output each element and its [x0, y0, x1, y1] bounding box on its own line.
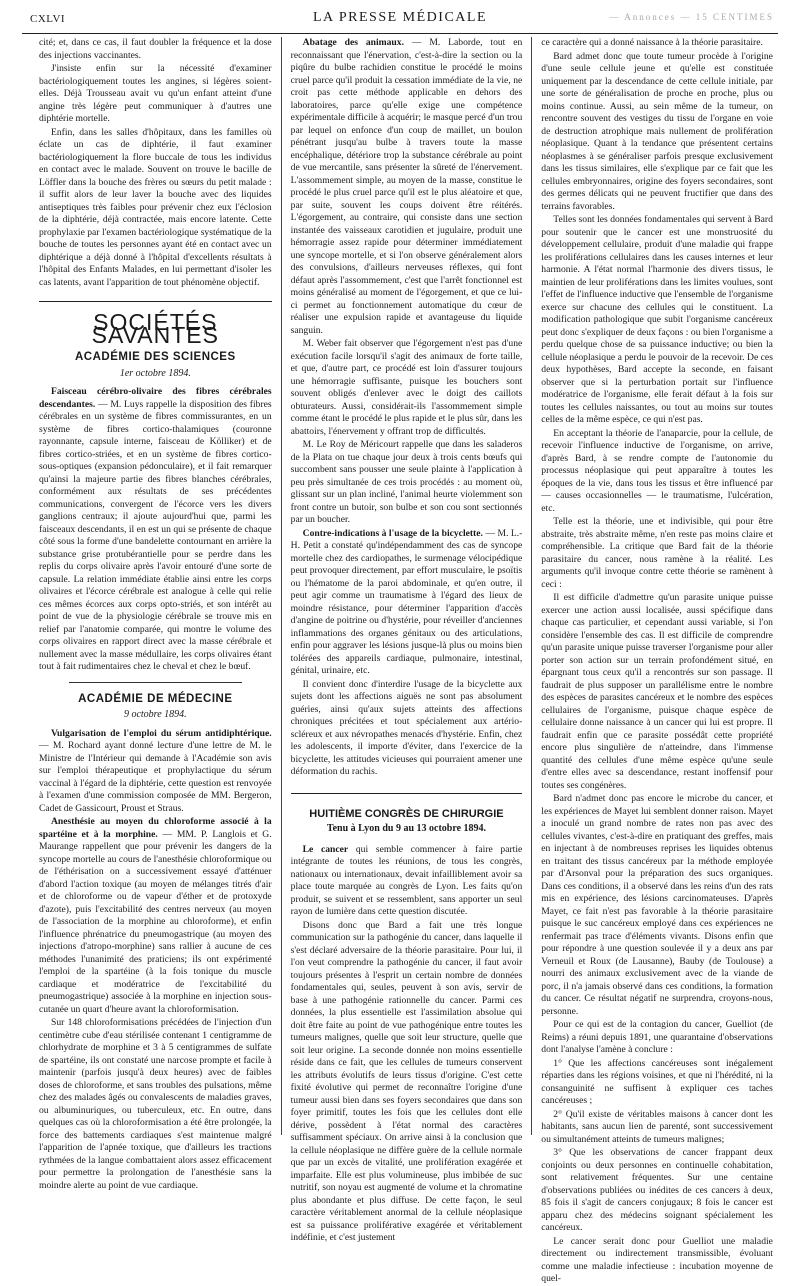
column-1: [30, 37, 281, 1191]
article-text: — M. Luys rappelle la disposition des fibres cérébrales en un système de fibres commissurantes, en un système de fibres cortico-thalamiques (couronne rayonnante, capsule interne, faisceau de Kölliker) et de fibres cortico-striées, et en un système de fibres cortico-sous-optiques (expansion pédonculaire), et il fait remarquer qu'ainsi la majeure partie des fibres blanches cérébrales, conformément aux résultats de ses précédentes communications, convergent de l'écorce vers les divers ganglions centraux; il ajoute aujourd'hui que, parmi les faisceaux descendants, il en est un qui se présente de chaque côté sous la forme d'une bandelette contournant en arrière la substance grise protubérantielle pour se perdre dans les replis du corps olivaire après l'avoir entouré d'une sorte de capsule. La relation immédiate établie ainsi entre les corps olivaires et l'écorce cérébrale est analogue à celle qui relie ces mêmes écorces aux corps opto-striés, et son intérêt au point de vue de la physiologie cérébrale se trouve mis en relief par l'anatomie comparée, qui montre le volume des corps olivaires en rapport direct avec la masse cérébrale et nullement avec la masse médullaire, les corps olivaires étant tout à fait rudimentaires chez le cheval et chez le bœuf.: [39, 398, 272, 672]
paragraph: Bard n'admet donc pas encore le microbe du cancer, et les expériences de Mayet lui semblent donner raison. Mayet a inoculé un grand nombre de rates non pas avec des cellules vivantes, c'est-à-dire en pratiquant des greffes, mais en injectant à de nombreuses reprises les liquides obtenus en traitant des tissus cancéreux par la méthode employée par d'Arsonval pour la préparation des sucs organiques. Dans ces conditions, il a observé dans les reins d'un des rats mis en expérience, des lésions carcinomateuses. D'après Mayet, ce fait n'est pas favorable à la théorie parasitaire puisque le suc cancéreux employé dans ces expériences ne renfermait pas trace d'éléments vivants. Disons enfin que pour répondre à une question soulevée il y a deux ans par Verneuil et Roux (de Lausanne), Bauby (de Toulouse) a nourri des animaux exclusivement avec de la viande de porc, il n'a jamais observé dans ces conditions, la formation du cancer. Ce résultat négatif ne surprendra, croyons-nous, personne.: [541, 793, 773, 1017]
article-heading: Le cancer: [302, 843, 349, 855]
paragraph: 2° Qu'il existe de véritables maisons à cancer dont les habitants, sans aucun lien de parenté, sont successivement ou simultanément atteints de tumeurs malignes;: [541, 1108, 773, 1145]
page-number: CXLVI: [30, 13, 66, 25]
paragraph: Pour ce qui est de la contagion du cancer, Guelliot (de Reims) a réuni depuis 1891, une quarantaine d'observations dont l'analyse l'amène à conclure :: [541, 1019, 773, 1055]
paragraph: [291, 37, 523, 337]
divider: [69, 682, 242, 683]
paragraph: Sur 148 chloroformisations précédées de l'injection d'un centimètre cube d'eau stérilisée contenant 1 centigramme de chlorhydrate de morphine et 3 à 5 centigrammes de sulfate de spartéine, ils ont constaté une narcose prompte et facile à maintenir (parfois jusqu'à deux heures) avec de faibles doses de chloroforme, et sans troubles des pulsations, même chez des malades âgés ou convalescents de maladies graves, ou albuminuriques, ou tuberculeux, etc. En outre, dans quelques cas où la chloroformisation a été être prolongée, la force des battements cardiaques s'est maintenue malgré l'apparition de l'apnée toxique, que d'ailleurs les tractions rythmées de la langue combattaient alors assez efficacement pour permettre la prolongation de l'anesthésie sans la moindre alerte au point de vue cardiaque.: [39, 1017, 272, 1191]
paragraph: [39, 386, 272, 674]
section-title: SOCIÉTÉS SAVANTES: [39, 301, 272, 341]
congress-title: HUITIÈME CONGRÈS DE CHIRURGIE: [291, 793, 523, 821]
paragraph: 1° Que les affections cancéreuses sont inégalement réparties dans les régions voisines, et que ni l'hérédité, ni la consanguinité ne suffisent à expliquer ces taches cancéreuses ;: [541, 1057, 773, 1106]
paragraph: M. Weber fait observer que l'égorgement n'est pas d'une exécution facile lorsqu'il s'agit des animaux de forte taille, et que, d'autre part, ce procédé est loin d'assurer toujours une hémorragie suffisante, puisque les bouchers sont souvent obligés d'enlever avec le doigt des caillots obturateurs. Aussi, considérait-ils l'assommement simple comme étant le procédé le plus rapide et le plus sûr, dans les abattoirs, l'énervement y offrant trop de difficultés.: [290, 338, 523, 437]
paragraph: [39, 728, 272, 816]
paragraph: Enfin, dans les salles d'hôpitaux, dans les familles où éclate un cas de diphtérie, il faut examiner bactériologiquement la flore buccale de tous les individus en contact avec le malade. Souvent on trouve le bacille de Löffler dans la bouche des frères ou sœurs du petit malade : il suffit alors de leur laver la bouche avec des liquides antiseptiques très faibles pour prévenir chez eux l'éclosion de la diphtérie, déjà contractée, mais encore latente. Cette prophylaxie par l'examen bactériologique systématique de la bouche de toutes les personnes ayant été en contact avec un diphtérique a déjà donné à l'hôpital d'excellents résultats à l'hôpital des Enfants Malades, en lui permettant d'isoler les cas latents, avant l'apparition de tout phénomène objectif.: [39, 126, 272, 288]
article-text: — M. Laborde, tout en reconnaissant que l'énervation, c'est-à-dire la section ou la piqûre du bulbe rachidien constitue le procédé le moins cruel parce qu'il produit la cessation immédiate de la vie, ne croit pas cette méthode applicable en dehors des laboratoires, parce qu'elle exige une compétence expérimentale difficile à acquérir; le masque percé d'un trou par lequel on enfonce d'un coup de maillet, un boulon pénétrant jusqu'au bulbe à travers toute la masse encéphalique, détériore trop la substance cérébrale au point de vue mercantile, sans présenter la sûreté de l'énervement. L'assommement simple, au moyen de la masse, constitue le procédé le plus cruel parce qu'il est le plus aléatoire et que, par suite, souvent les coups doivent être réitérés. L'égorgement, au contraire, qui consiste dans une section instantée des vaisseaux carotidien et jugulaire, produit une hémorragie assez rapide pour déterminer immédiatement une syncope mortelle, et si l'on observe généralement alors des convulsions, d'ailleurs nerveuses réflexes, qui font défaut après l'assommement, c'est que l'arrêt fonctionnel est moins généralisé au moment de l'égorgement, et que ce lui-ci permet au fonctionnement automatique du cœur de réaliser une expulsion rapide et avantageuse du liquide sanguin.: [290, 37, 523, 336]
paragraph: Le cancer serait donc pour Guelliot une maladie directement ou indirectement transmissible, évoluant comme une maladie infectieuse : incubation moyenne de quel-: [541, 1235, 773, 1284]
article-heading: Abatage des animaux.: [302, 37, 404, 48]
paragraph: ce caractère qui a donné naissance à la théorie parasitaire.: [541, 37, 763, 48]
column-3: [531, 37, 782, 1284]
column-2: [281, 37, 532, 1243]
paragraph: [291, 528, 523, 678]
journal-title: LA PRESSE MÉDICALE: [312, 10, 487, 25]
article-columns: [30, 37, 782, 1284]
paragraph: Il est difficile d'admettre qu'un parasite unique puisse exercer une action aussi localisée, aussi spécifique dans chaque cas particulier, et cependant aussi variable, si l'on considère l'ensemble des cas. Il est difficile de comprendre qu'un parasite unique puisse traverser l'organisme pour aller porter son action sur un terrain profondément situé, en épargnant tous ceux qu'il a rencontrés sur son passage. Il faudrait de plus supposer un parallélisme entre le nombre des espèces de parasites cancéreux et le nombre des espèces cellulaires de l'organisme, puisque chaque espèce de cellulaire donne naissance à un cancer qui lui est propre. Il faudrait enfin que ce parasite possédât cette propriété encore plus singulière de n'atteindre, dans l'immense quantité des cellules d'une même espèce qu'une seule d'entre elles avec sa descendance, restant inoffensif pour toutes ses congénères.: [541, 592, 773, 791]
session-date: 1er octobre 1894.: [119, 367, 191, 379]
academy-heading: ACADÉMIE DE MÉDECINE: [78, 692, 233, 705]
paragraph: M. Le Roy de Méricourt rappelle que dans les saladeros de la Plata on tue chaque jour deux à trois cents bœufs qui succombent sans pousser une seule plainte à l'application à peu près simultanée de ces trois procédés : au moment où, glissant sur un plan incliné, l'animal heurte violemment son front contre un butoir, son bulbe et son cou sont sectionnés par un boucher.: [290, 439, 523, 525]
article-text: qui semble commencer à faire partie intégrante de toutes les réunions, de tous les congrès, nationaux ou internationaux, devait infailliblement avoir sa place toute marquée au congrès de Lyon. Les faits qu'on produit, se suivent et se ressemblent, sans apporter un seul rayon de lumière dans cette question discutée.: [290, 843, 523, 917]
paragraph: [291, 844, 523, 919]
paragraph: J'insiste enfin sur la nécessité d'examiner bactériologiquement toutes les angines, si légères soient-elles. Déjà Trousseau avait vu qu'un enfant atteint d'une angine très légère peut communiquer à d'autres une diphtérie mortelle.: [39, 63, 272, 124]
article-heading: Faisceau cérébro-olivaire des fibres cérébrales descendantes.: [39, 386, 272, 410]
page-header: [22, 0, 778, 34]
paragraph: Il convient donc d'interdire l'usage de la bicyclette aux sujets dont les affections aiguës ne sont pas absolument guéries, ainsi qu'aux sujets atteints des affections chroniques précitées et tout spécialement aux artério-scléreux et aux névropathes menacés d'hystérie. Enfin, chez les adolescents, il importe d'éviter, dans l'exercice de la bicyclette, les attitudes vicieuses qui pourraient amener une déformation du rachis.: [290, 678, 523, 777]
article-heading: Contre-indications à l'usage de la bicyclette.: [302, 527, 483, 539]
paragraph: cité; et, dans ce cas, il faut doubler la fréquence et la dose des injections vaccinantes.: [39, 37, 272, 61]
paragraph: En acceptant la théorie de l'anaparcie, pour la cellule, de recevoir l'influence inductive de l'organisme, on arrive, d'après Bard, à se rendre compte de l'autonomie du processus néoplasique qui peut apparaître à toutes les époques de la vie, dans tous les tissus et être influencé par — causes occasionnelles — le traumatisme, l'ulcération, etc.: [541, 427, 773, 514]
article-text: — M. L.-H. Petit a constaté qu'indépendamment des cas de syncope mortelle chez des cardiopathes, le surmenage vélocipédique peut provoquer directement, par effort musculaire, le psoïtis ou l'hématome de la paroi abdominale, et qu'en outre, il peut agir comme un traumatisme à l'égard des lieux de moindre résistance, pour déterminer l'apparition d'accès d'angine de poitrine ou d'hystérie, pour réveiller d'anciennes inflammations des organes génitaux ou des articulations, enfin pour aggraver les lésions jusque-là plus ou moins bien tolérées des appareils cardiaque, pulmonaire, intestinal, génital, urinaire, etc.: [290, 527, 523, 676]
paragraph: Telle est la théorie, une et indivisible, qui pour être abstraite, très abstraite même, n'en reste pas moins claire et compréhensible. La critique que Bard fait de la théorie parasitaire du cancer, nous ramène à la réalité. Les arguments qu'il invoque contre cette théorie se ramènent à ceci :: [541, 516, 773, 590]
paragraph: 3° Que les observations de cancer frappant deux conjoints ou deux personnes en continuelle cohabitation, sont relativement fréquentes. Sur une centaine d'observations publiées ou inédites de ces cancers à deux, 85 fois il s'agit de cancers conjugaux; 8 fois le cancer est apparu chez des médecins soignant spécialement les cancéreux.: [541, 1147, 773, 1233]
paragraph: Bard admet donc que toute tumeur procède à l'origine d'une seule cellule jeune et qu'elle est constituée uniquement par la descendance de cette cellule initiale, par une sorte de généralisation de proche en proche, plus ou moins continue. Aussi, au sein même de la tumeur, on rencontre souvent des vestiges du tissu de l'organe en voie de destruction atrophique mais nullement de prolifération néoplasique. Quant à la tendance que présentent certains néoplasmes à se généraliser parfois presque exclusivement dans les tissus similaires, elle s'explique par ce fait que les cellules embryonnaires, origine des foyers secondaires, sont des germes délicats qui ne peuvent fructifier que dans des terrains favorables.: [541, 50, 773, 212]
paragraph: [39, 816, 272, 1016]
paragraph: Telles sont les données fondamentales qui servent à Bard pour soutenir que le cancer est une monstruosité du développement cellulaire, produit d'une maladie qui frappe les proliférations cellulaires dans les causes internes et leur harmonie. A l'état normal l'harmonie des divers tissus, le maintien de leur proliférations dans les limites voulues, sont l'effet de l'influence inductive que l'ensemble de l'organisme exerce sur chacune des cellules qui le constituent. La modification pathologique que subit l'organisme cancéreux peut donc s'expliquer de deux façons : ou bien l'organisme a perdu quelque chose de sa puissance inductive; ou bien la cellule néoplasique a perdu le pouvoir de la recevoir. De ces deux hypothèses, Bard accepte la seconde, en faisant observer que si la perturbation portait sur l'influence modératrice de l'organisme, elle ferait défaut à la fois sur toutes les cellules naissantes, ou tout au moins sur toutes celles de la même espèce, ce qui n'est pas.: [541, 214, 773, 425]
article-text: — M. Rochard ayant donné lecture d'une lettre de M. le Ministre de l'Intérieur qui demande à l'Académie son avis sur l'emploi thérapeutique et prophylactique du sérum vaccinal à l'égard de la diphtérie, cette question est renvoyée à l'examen d'une commission composée de MM. Bergeron, Cadet de Gassicourt, Proust et Straus.: [39, 740, 272, 814]
article-text: — MM. P. Langlois et G. Maurange rappellent que pour prévenir les dangers de la syncope mortelle au cours de l'anesthésie chloroformique ou de l'éthérisation on a successivement essayé d'atténuer d'abord l'action toxique (au moyen de mélanges titrés d'air et de chloroforme ou de vapeur d'éther et de protoxyde d'azote), puis l'excitabilité des centres nerveux (au moyen de l'association de la morphine au chloroforme), et enfin l'influence phrénatrice du pneumogastrique (au moyen des injections d'atropo-morphine) sans rallier à aucune de ces méthodes l'unanimité des praticiens; ils ont expérimenté l'emploi de la spartéine (à la fois tonique du muscle cardiaque et modératrice de l'excitabilité du pneumogastrique) associée à la morphine en injection sous-cutanée un quart d'heure avant la chloroformisation.: [39, 828, 272, 1015]
academy-heading: ACADÉMIE DES SCIENCES: [74, 351, 236, 363]
session-date: 9 octobre 1894.: [123, 709, 187, 720]
congress-subtitle: Tenu à Lyon du 9 au 13 octobre 1894.: [326, 823, 487, 834]
article-heading: Anesthésie au moyen du chloroforme associé à la spartéine et à la morphine.: [39, 816, 272, 840]
article-heading: Vulgarisation de l'emploi du sérum antidiphtérique.: [51, 727, 272, 739]
paragraph: Disons donc que Bard a fait une très longue communication sur la pathogénie du cancer, dans laquelle il s'est déclaré adversaire de la théorie parasitaire. Pour lui, il l'on veut comprendre la pathogénie du cancer, il faut avoir toujours présentes à l'esprit un certain nombre de données fondamentales qui, seules, peuvent à son avis, servir de base à une pathogénie rationnelle du cancer. Parmi ces données, la plus essentielle est l'assimilation absolue qui doit être faite au point de vue pathogénique entre toutes les tumeurs malignes, quelle que soit leur structure, quelle que soit leur origine. La seconde donnée non moins essentielle réside dans ce fait, que les cellules de tumeurs conservent les attributs évolutifs de leurs tissus d'origine. C'est cette fixité évolutive qui permet de reconnaître l'origine d'une tumeur aussi bien dans ses foyers secondaires que dans son foyer primitif, toutes les fois que les cellules dont elle dérive, possèdent à l'état normal des caractères suffisamment spéciaux. On arrive ainsi à la conclusion que la cellule néoplasique ne diffère guère de la cellule normale que par un excès de vitalité, une prolifération exagérée et imparfaite. Elle est plus volumineuse, plus imbibée de suc nutritif, son noyau est augmenté de volume et la chromatine plus abondante et plus diffuse. De cette façon, le seul caractère véritablement anormal de la cellule néoplasique est sa puissance proliférative exagérée et véritablement indéfinie, et c'est justement: [290, 919, 523, 1243]
header-watermark: — Annonces — 15 CENTIMES: [609, 12, 774, 22]
